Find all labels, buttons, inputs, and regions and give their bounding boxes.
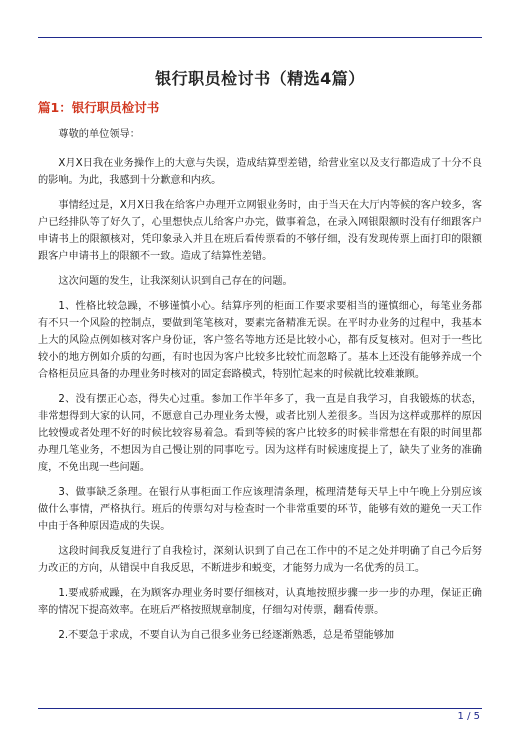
paragraph: 2、没有摆正心态，得失心过重。参加工作半年多了，我一直是自我学习，自我锻炼的状态，非常想得到大家的认同，不愿意自己办理业务太慢，或者比别人差很多。当因为这样或那样的原因比较慢或者处理不好的时候比较容易着急。看到等候的客户比较多的时候非常想在有限的时间里都办理几笔业务，不想因为自己慢让别的同事吃亏。因为这样有时候速度提上了，缺失了业务的准确度，不免出现一些问题。 [38, 394, 482, 473]
paragraph: 事情经过是，X月X日我在给客户办理开立网银业务时，由于当天在大厅内等候的客户较多，客户已经排队等了好久了，心里想快点儿给客户办完，做事着急，在录入网银限额时没有仔细跟客户申请书上的限额核对，凭印象录入并且在班后看传票看的不够仔细，没有发现传票上面打印的限额跟客户申请书上的限额不一致。造成了结算性差错。 [38, 200, 482, 262]
paragraph: 1.要戒骄戒躁，在为顾客办理业务时要仔细核对，认真地按照步骤一步一步的办理，保证正确率的情况下提高效率。在班后严格按照规章制度，仔细勾对传票，翻看传票。 [38, 588, 482, 616]
paragraph: 这段时间我反复进行了自我检讨，深刻认识到了自己在工作中的不足之处并明确了自己今后努力改正的方向，从错误中自我反思，不断进步和蜕变，才能努力成为一名优秀的员工。 [38, 546, 482, 574]
page-number: 1 / 5 [457, 711, 480, 722]
paragraph: 3、做事缺乏条理。在银行从事柜面工作应该理清条理，梳理清楚每天早上中午晚上分别应该做什么事情，严格执行。班后的传票勾对与检查时一个非常重要的环节，能够有效的避免一天工作中由于各种原因造成的失误。 [38, 487, 482, 532]
salutation: 尊敬的单位领导： [58, 129, 140, 140]
section-title: 篇1：银行职员检讨书 [38, 100, 160, 115]
paragraph: 2.不要急于求成，不要自认为自己很多业务已经逐渐熟悉，总是希望能够加 [58, 630, 395, 641]
paragraph: X月X日我在业务操作上的大意与失误，造成结算型差错，给营业室以及支行都造成了十分不良的影响。为此，我感到十分歉意和内疚。 [38, 158, 482, 186]
paragraph: 1、性格比较急躁，不够谨慎小心。结算序列的柜面工作要求要相当的谨慎细心，每笔业务都有不只一个风险的控制点，要做到笔笔核对，要素完备精准无误。在平时办业务的过程中，我基本上大的风险点例如核对客户身份证，客户签名等地方还是比较小心，都有反复核对。但对于一些比较小的地方例如介质的勾画，有时也因为客户比较多比较忙而忽略了。基本上还没有能够养成一个合格柜员应具备的办理业务时核对的固定套路模式，特别忙起来的时候就比较难兼顾。 [38, 301, 482, 380]
footer-rule [38, 708, 482, 709]
paragraph: 这次问题的发生，让我深刻认识到自己存在的问题。 [58, 276, 293, 287]
header-rule [38, 37, 482, 38]
document-body [38, 126, 482, 652]
page-title: 银行职员检讨书（精选4篇） [155, 69, 365, 88]
